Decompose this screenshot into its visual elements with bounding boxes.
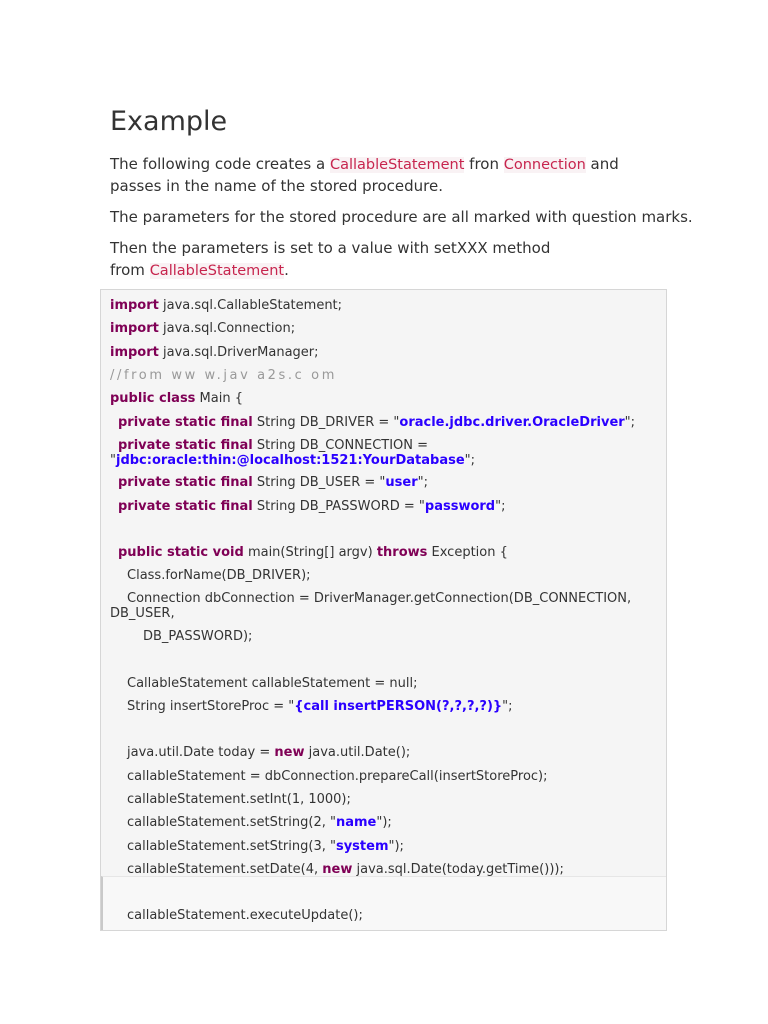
code-text: ; xyxy=(501,499,506,514)
code-text: String DB_DRIVER = xyxy=(252,415,394,430)
code-line-20: callableStatement.setInt(1, 1000); xyxy=(127,792,351,807)
code-keyword: public static void xyxy=(118,545,244,560)
code-quote: " xyxy=(495,499,502,514)
code-text: ); xyxy=(382,815,392,830)
code-text: ; xyxy=(630,415,636,430)
code-quote: " xyxy=(418,499,425,514)
code-text: String DB_PASSWORD = xyxy=(252,499,419,514)
code-text: ; xyxy=(470,453,476,468)
intro-text: The following code creates a xyxy=(110,155,330,173)
code-quote: " xyxy=(379,475,386,490)
code-text: Main { xyxy=(195,391,243,406)
code-quote: " xyxy=(502,699,509,714)
code-line-10 xyxy=(110,499,506,514)
code-line-19: callableStatement = dbConnection.prepareCall(insertStoreProc); xyxy=(127,769,548,784)
code-text: java.sql.Connection; xyxy=(158,321,296,336)
code-quote: " xyxy=(288,699,295,714)
code-line-18 xyxy=(110,745,410,760)
code-quote: " xyxy=(464,453,471,468)
code-quote: " xyxy=(388,839,395,854)
code-line-11 xyxy=(110,545,508,560)
code-keyword: private static final xyxy=(118,499,253,514)
code-comment: //from ww w.jav a2s.c om xyxy=(110,368,337,383)
code-line-5 xyxy=(110,391,243,406)
code-text: main(String[] argv) xyxy=(243,545,377,560)
code-string: oracle.jdbc.driver.OracleDriver xyxy=(399,415,625,430)
code-keyword: private static final xyxy=(118,438,253,453)
code-keyword: public class xyxy=(110,391,196,406)
code-line-21 xyxy=(110,815,392,830)
code-quote: " xyxy=(393,415,400,430)
code-keyword: throws xyxy=(376,545,428,560)
code-string: system xyxy=(335,839,389,854)
code-line-24: callableStatement.executeUpdate(); xyxy=(127,908,363,923)
code-text: callableStatement.setString(2, xyxy=(127,815,330,830)
code-line-4 xyxy=(110,368,337,383)
code-block xyxy=(100,289,667,931)
code-text: String DB_USER = xyxy=(252,475,380,490)
code-text: String DB_CONNECTION = xyxy=(252,438,429,453)
intro-text: fron xyxy=(464,155,504,173)
code-quote: " xyxy=(329,815,336,830)
code-keyword: private static final xyxy=(118,475,253,490)
code-text: java.util.Date(); xyxy=(304,745,411,760)
code-string: {call insertPERSON(?,?,?,?)} xyxy=(294,699,503,714)
code-line-3 xyxy=(110,345,319,360)
intro-text: and xyxy=(585,155,619,173)
code-text: java.sql.DriverManager; xyxy=(158,345,319,360)
code-text: String insertStoreProc = xyxy=(127,699,289,714)
code-line-7 xyxy=(110,438,428,453)
code-quote: " xyxy=(417,475,424,490)
code-line-12: Class.forName(DB_DRIVER); xyxy=(127,568,311,583)
intro-paragraph-1-line-1 xyxy=(110,153,619,176)
code-string: user xyxy=(385,475,418,490)
code-line-23 xyxy=(110,862,564,877)
code-keyword: import xyxy=(110,345,159,360)
code-text: ); xyxy=(394,839,404,854)
code-keyword: import xyxy=(110,298,159,313)
page-title: Example xyxy=(110,106,228,137)
code-quote: " xyxy=(329,839,336,854)
code-keyword: private static final xyxy=(118,415,253,430)
code-line-9 xyxy=(110,475,428,490)
intro-paragraph-1-line-2: passes in the name of the stored procedure. xyxy=(110,177,444,195)
code-line-8 xyxy=(110,453,475,468)
code-text: callableStatement.setString(3, xyxy=(127,839,330,854)
code-text: java.sql.Date(today.getTime())); xyxy=(352,862,564,877)
code-line-13: Connection dbConnection = DriverManager.getConnection(DB_CONNECTION, xyxy=(127,591,632,606)
intro-text: . xyxy=(284,261,289,279)
code-text: callableStatement.setDate(4, xyxy=(127,862,323,877)
code-text: java.util.Date today = xyxy=(127,745,275,760)
inline-code-connection: Connection xyxy=(503,157,586,173)
code-keyword: import xyxy=(110,321,159,336)
code-line-14: DB_USER, xyxy=(110,606,175,621)
code-quote: " xyxy=(376,815,383,830)
code-line-17 xyxy=(110,699,513,714)
code-string: jdbc:oracle:thin:@localhost:1521:YourDatabase xyxy=(115,453,465,468)
code-line-16: CallableStatement callableStatement = null; xyxy=(127,676,418,691)
code-line-2 xyxy=(110,321,295,336)
code-line-22 xyxy=(110,839,404,854)
inline-code-callablestatement: CallableStatement xyxy=(329,157,465,173)
inline-code-callablestatement: CallableStatement xyxy=(149,263,285,279)
intro-paragraph-3-line-1: Then the parameters is set to a value with setXXX method xyxy=(110,239,551,257)
intro-paragraph-3-line-2 xyxy=(110,259,289,282)
intro-text: from xyxy=(110,261,150,279)
code-text: ; xyxy=(508,699,513,714)
code-line-6 xyxy=(110,415,635,430)
code-quote: " xyxy=(624,415,631,430)
code-text: Exception { xyxy=(427,545,508,560)
code-line-1 xyxy=(110,298,342,313)
code-line-15: DB_PASSWORD); xyxy=(143,629,253,644)
code-keyword: new xyxy=(322,862,353,877)
code-keyword: new xyxy=(274,745,305,760)
intro-paragraph-2: The parameters for the stored procedure are all marked with question marks. xyxy=(110,208,693,226)
code-text: ; xyxy=(423,475,428,490)
code-string: password xyxy=(424,499,496,514)
code-text: java.sql.CallableStatement; xyxy=(158,298,343,313)
code-string: name xyxy=(335,815,377,830)
code-quote: " xyxy=(110,453,116,468)
